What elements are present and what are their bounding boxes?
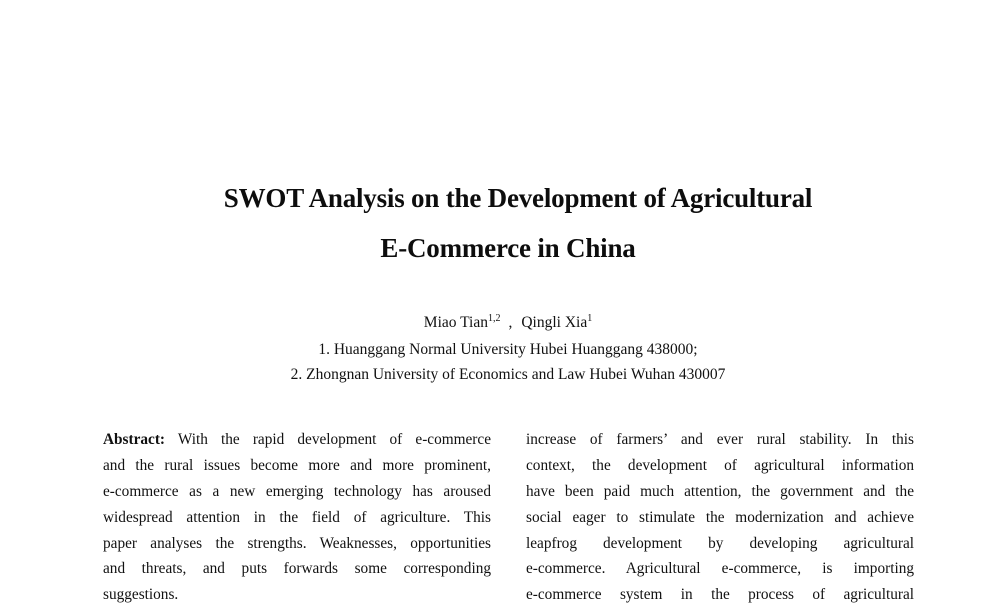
abstract-text: With the rapid development of e-commerce (177, 431, 491, 448)
author-list (8, 312, 1000, 334)
abstract-line: paper analyses the strengths. Weaknesses, opportunities (103, 534, 491, 552)
abstract-label: Abstract: (103, 431, 166, 448)
paper-title-line-1: SWOT Analysis on the Development of Agricultural (223, 183, 813, 213)
body-text-line: e-commerce. Agricultural e-commerce, is importing (526, 560, 914, 578)
author-name: Qingli Xia (521, 314, 588, 331)
body-text-line: leapfrog development by developing agricultural (526, 534, 914, 552)
author-affiliation-marker: 1 (587, 313, 593, 324)
body-text-line: context, the development of agricultural information (526, 456, 914, 474)
affiliation-2: 2. Zhongnan University of Economics and Law Hubei Wuhan 430007 (290, 366, 726, 383)
body-text-line: e-commerce system in the process of agricultural (526, 586, 914, 604)
abstract-line: suggestions. (103, 586, 179, 604)
body-text-line: social eager to stimulate the modernization and achieve (526, 508, 914, 526)
body-text-line: have been paid much attention, the government and the (526, 482, 914, 500)
abstract-line: widespread attention in the field of agriculture. This (103, 508, 491, 526)
paper-title-line-2: E-Commerce in China (380, 233, 636, 263)
author-separator: , (508, 314, 513, 331)
author-name: Miao Tian (423, 314, 488, 331)
abstract-line: and the rural issues become more and more prominent, (103, 456, 491, 474)
author-affiliation-marker: 1,2 (487, 313, 501, 324)
abstract-line (103, 427, 491, 453)
abstract-line: e-commerce as a new emerging technology has aroused (103, 482, 491, 500)
body-text-line: increase of farmers’ and ever rural stability. In this (526, 431, 914, 448)
abstract-column (103, 427, 491, 605)
body-text-right-column (526, 427, 914, 605)
affiliation-1: 1. Huanggang Normal University Hubei Huanggang 438000; (318, 341, 698, 358)
abstract-line: and threats, and puts forwards some corresponding (103, 560, 491, 578)
